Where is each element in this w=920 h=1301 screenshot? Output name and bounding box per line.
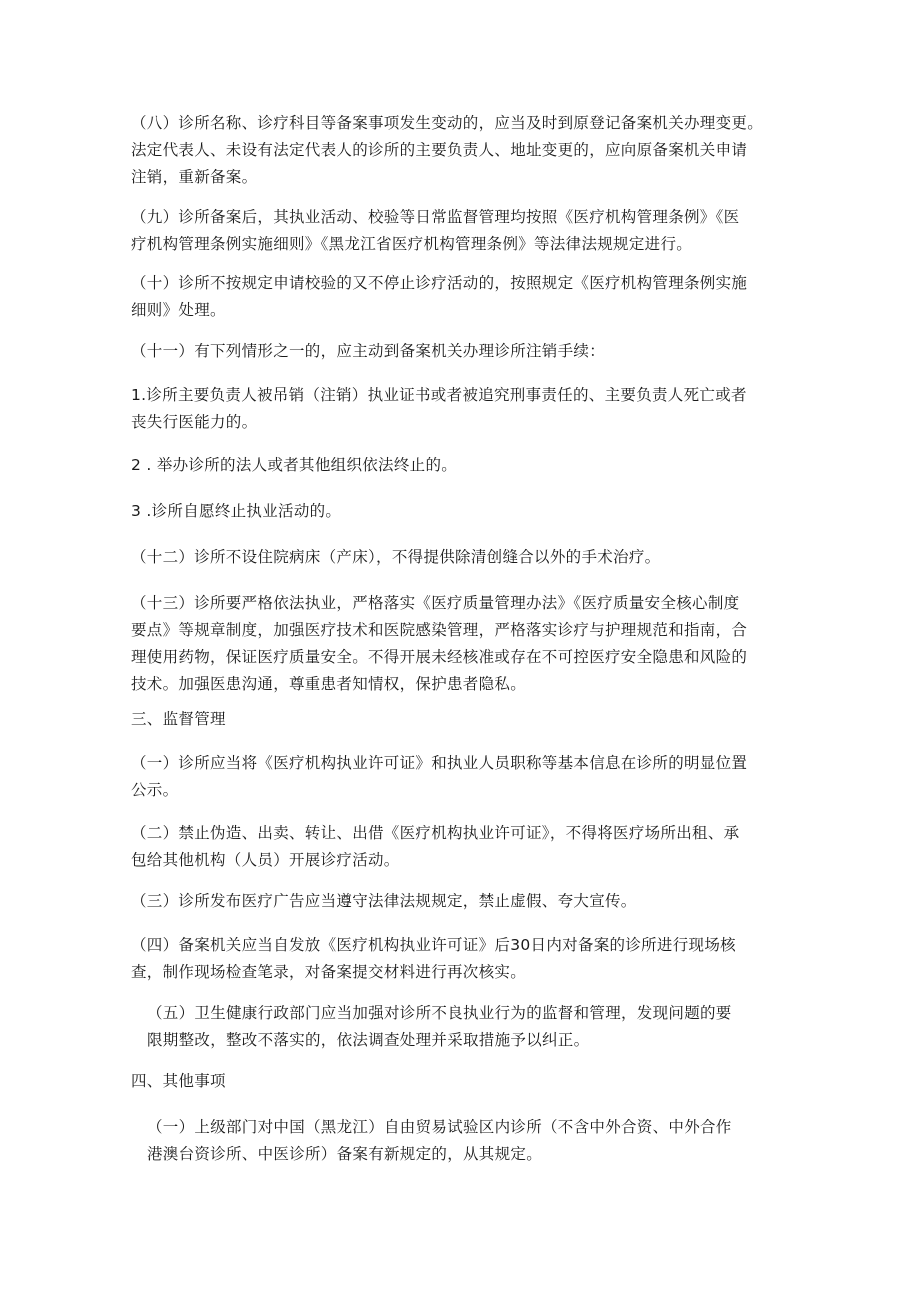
text-line: 法定代表人、未设有法定代表人的诊所的主要负责人、地址变更的，应向原备案机关申请: [131, 141, 748, 159]
text-line: （三）诊所发布医疗广告应当遵守法律法规规定，禁止虚假、夸大宣传。: [131, 892, 637, 910]
text-line: 查，制作现场检查笔录，对备案提交材料进行再次核实。: [131, 963, 527, 981]
text-line: （一）上级部门对中国（黑龙江）自由贸易试验区内诊所（不含中外合资、中外合作: [147, 1118, 732, 1136]
text-line: 三、监督管理: [131, 710, 226, 728]
section-heading-supervision: [131, 706, 831, 733]
list-item-2: [131, 452, 831, 479]
text-line: 限期整改，整改不落实的，依法调查处理并采取措施予以纠正。: [147, 1031, 590, 1049]
list-item-1: [131, 382, 831, 436]
supervision-item-1: [131, 750, 831, 804]
supervision-item-4: [131, 932, 831, 986]
paragraph-item-9: [131, 204, 831, 258]
text-line: 包给其他机构（人员）开展诊疗活动。: [131, 851, 400, 869]
list-item-3: [131, 498, 831, 525]
supervision-item-3: [131, 888, 831, 915]
text-line: 疗机构管理条例实施细则》《黑龙江省医疗机构管理条例》等法律法规规定进行。: [131, 235, 693, 253]
paragraph-item-13: [131, 590, 831, 698]
text-line: 公示。: [131, 781, 179, 799]
paragraph-item-11: [131, 338, 831, 365]
text-line: 要点》等规章制度，加强医疗技术和医院感染管理，严格落实诊疗与护理规范和指南，合: [131, 621, 748, 639]
paragraph-item-8: [131, 110, 831, 191]
text-line: 丧失行医能力的。: [131, 413, 258, 431]
text-line: （十）诊所不按规定申请校验的又不停止诊疗活动的，按照规定《医疗机构管理条例实施: [131, 274, 748, 292]
text-line: 注销，重新备案。: [131, 168, 258, 186]
text-line: 1.诊所主要负责人被吊销（注销）执业证书或者被追究刑事责任的、主要负责人死亡或者: [131, 386, 747, 404]
text-line: 理使用药物，保证医疗质量安全。不得开展未经核准或存在不可控医疗安全隐患和风险的: [131, 648, 748, 666]
text-line: （十二）诊所不设住院病床（产床），不得提供除清创缝合以外的手术治疗。: [131, 548, 661, 566]
text-line: 3 .诊所自愿终止执业活动的。: [131, 502, 342, 520]
text-line: （五）卫生健康行政部门应当加强对诊所不良执业行为的监督和管理，发现问题的要: [147, 1004, 732, 1022]
text-line: （十三）诊所要严格依法执业，严格落实《医疗质量管理办法》《医疗质量安全核心制度: [131, 594, 740, 612]
text-line: （十一）有下列情形之一的，应主动到备案机关办理诊所注销手续：: [131, 342, 606, 360]
paragraph-item-10: [131, 270, 831, 324]
text-line: （九）诊所备案后，其执业活动、校验等日常监督管理均按照《医疗机构管理条例》《医: [131, 208, 740, 226]
supervision-item-2: [131, 820, 831, 874]
text-line: 港澳台资诊所、中医诊所）备案有新规定的，从其规定。: [147, 1145, 543, 1163]
text-line: 四、其他事项: [131, 1072, 226, 1090]
text-line: （二）禁止伪造、出卖、转让、出借《医疗机构执业许可证》，不得将医疗场所出租、承: [131, 824, 740, 842]
section-heading-other: [131, 1068, 831, 1095]
text-line: 细则》处理。: [131, 301, 226, 319]
text-line: 2 . 举办诊所的法人或者其他组织依法终止的。: [131, 456, 458, 474]
other-item-1: [131, 1114, 847, 1168]
text-line: （八）诊所名称、诊疗科目等备案事项发生变动的，应当及时到原登记备案机关办理变更。: [131, 114, 764, 132]
text-line: （四）备案机关应当自发放《医疗机构执业许可证》后30日内对备案的诊所进行现场核: [131, 936, 736, 954]
text-line: 技术。加强医患沟通，尊重患者知情权，保护患者隐私。: [131, 675, 527, 693]
supervision-item-5: [131, 1000, 847, 1054]
text-line: （一）诊所应当将《医疗机构执业许可证》和执业人员职称等基本信息在诊所的明显位置: [131, 754, 748, 772]
paragraph-item-12: [131, 544, 831, 571]
